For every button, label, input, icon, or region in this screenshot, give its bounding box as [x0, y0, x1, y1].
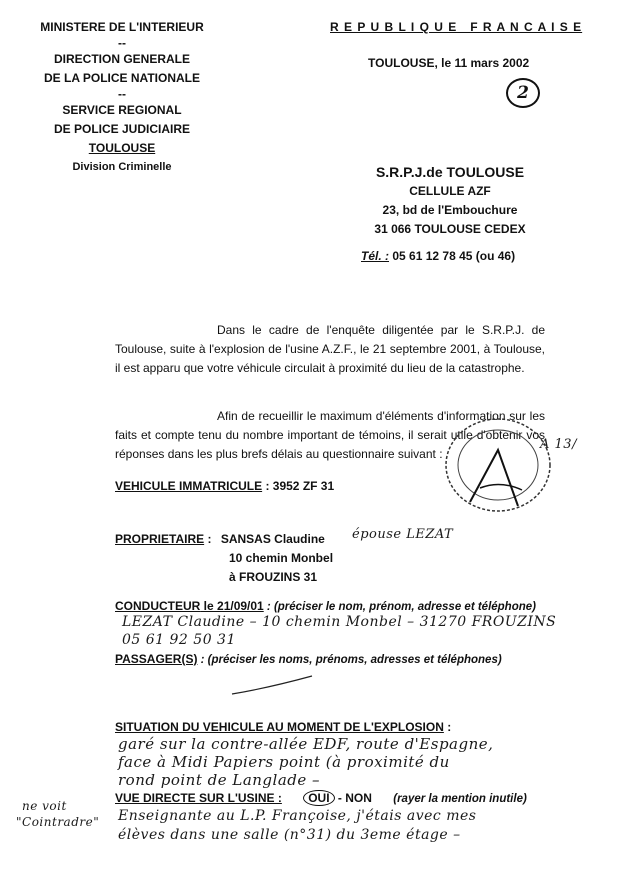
division-name: Division Criminelle: [72, 161, 172, 173]
owner-address-1: 10 chemin Monbel: [229, 551, 334, 565]
owner-handwritten-note: épouse LEZAT: [352, 527, 454, 542]
driver-date: le 21/09/01: [200, 599, 264, 613]
owner-name: SANSAS Claudine: [220, 532, 325, 546]
driver-handwritten-line-2: 05 61 92 50 31: [122, 632, 236, 648]
vehicle-label: VEHICULE IMMATRICULE: [115, 479, 263, 493]
ministry-name: MINISTERE DE L'INTERIEUR: [40, 20, 204, 34]
separator: --: [118, 36, 126, 50]
situation-handwritten-line-2: face à Midi Papiers point (à proximité du: [118, 753, 450, 771]
situation-label: SITUATION DU VEHICULE AU MOMENT DE L'EXPLOSION: [115, 720, 444, 734]
unit-name: S.R.P.J.de TOULOUSE: [375, 164, 525, 180]
page-number-text: 2: [517, 83, 529, 103]
intro-paragraph: Dans le cadre de l'enquête diligentée par le S.R.P.J. de Toulouse, suite à l'explosion de l'usine A.Z.F., le 21 septembre 2001, à Toulouse, il est apparu que votre véhicule circulait à proximité du lieu de la catastrophe.: [115, 323, 545, 375]
republic-heading: R E P U B L I Q U E F R A N C A I S E: [330, 20, 583, 34]
police-stamp: [440, 410, 560, 520]
driver-row: [115, 599, 536, 613]
view-non: - NON: [334, 791, 372, 805]
cell-name: CELLULE AZF: [409, 184, 491, 198]
passenger-row: [115, 652, 502, 666]
service-city: TOULOUSE: [88, 141, 156, 155]
postal-address: 31 066 TOULOUSE CEDEX: [374, 222, 526, 236]
margin-note-line-2: "Cointradre": [16, 815, 100, 829]
owner-row: [115, 532, 325, 546]
situation-handwritten-line-1: garé sur la contre-allée EDF, route d'Espagne,: [118, 735, 494, 753]
request-paragraph: Afin de recueillir le maximum d'éléments d'information sur les faits et compte tenu du nombre important de témoins, il serait utile d'obtenir vos réponses dans les plus brefs délais au questionnaire suivant :: [115, 409, 545, 461]
owner-address-2: à FROUZINS 31: [229, 570, 318, 584]
service-line-1: SERVICE REGIONAL: [62, 103, 182, 117]
vehicle-plate: : 3952 ZF 31: [265, 479, 335, 493]
situation-sep: :: [443, 720, 452, 734]
view-handwritten-line-2: élèves dans une salle (n°31) du 3eme étage –: [118, 827, 461, 843]
margin-note-line-1: ne voit: [22, 799, 67, 813]
situation-row: [115, 720, 451, 734]
passenger-hint: : (préciser les noms, prénoms, adresses et téléphones): [197, 654, 502, 666]
view-hint: (rayer la mention inutile): [393, 793, 527, 805]
page-number-mark: [506, 78, 540, 108]
owner-sep: :: [207, 532, 212, 546]
driver-hint: : (préciser le nom, prénom, adresse et téléphone): [263, 601, 536, 613]
unit-address: [360, 162, 540, 239]
vehicle-row: [115, 479, 334, 493]
separator: --: [118, 87, 126, 101]
service-line-2: DE POLICE JUDICIAIRE: [53, 122, 191, 136]
tel-label: Tél. :: [361, 249, 390, 263]
view-oui-circled: OUI: [303, 790, 334, 806]
telephone-line: [361, 249, 515, 263]
situation-handwritten-line-3: rond point de Langlade –: [118, 771, 321, 789]
passenger-label: PASSAGER(S): [115, 652, 198, 666]
direction-line-2: DE LA POLICE NATIONALE: [44, 71, 200, 85]
place-and-date: TOULOUSE, le 11 mars 2002: [368, 56, 530, 70]
passenger-scribble: [228, 670, 318, 700]
view-row: [115, 790, 527, 806]
view-label: VUE DIRECTE SUR L'USINE :: [115, 791, 282, 805]
direction-line-1: DIRECTION GENERALE: [53, 52, 190, 66]
driver-handwritten-line-1: LEZAT Claudine – 10 chemin Monbel – 31270 FROUZINS: [122, 614, 557, 630]
corner-handwriting: A 13/: [540, 437, 577, 452]
street-address: 23, bd de l'Embouchure: [382, 203, 518, 217]
letterhead-left: [14, 18, 230, 177]
view-handwritten-line-1: Enseignante au L.P. Françoise, j'étais avec mes: [118, 808, 477, 824]
tel-number: 05 61 12 78 45 (ou 46): [392, 249, 516, 263]
driver-label: CONDUCTEUR: [115, 599, 201, 613]
owner-label: PROPRIETAIRE: [115, 532, 205, 546]
